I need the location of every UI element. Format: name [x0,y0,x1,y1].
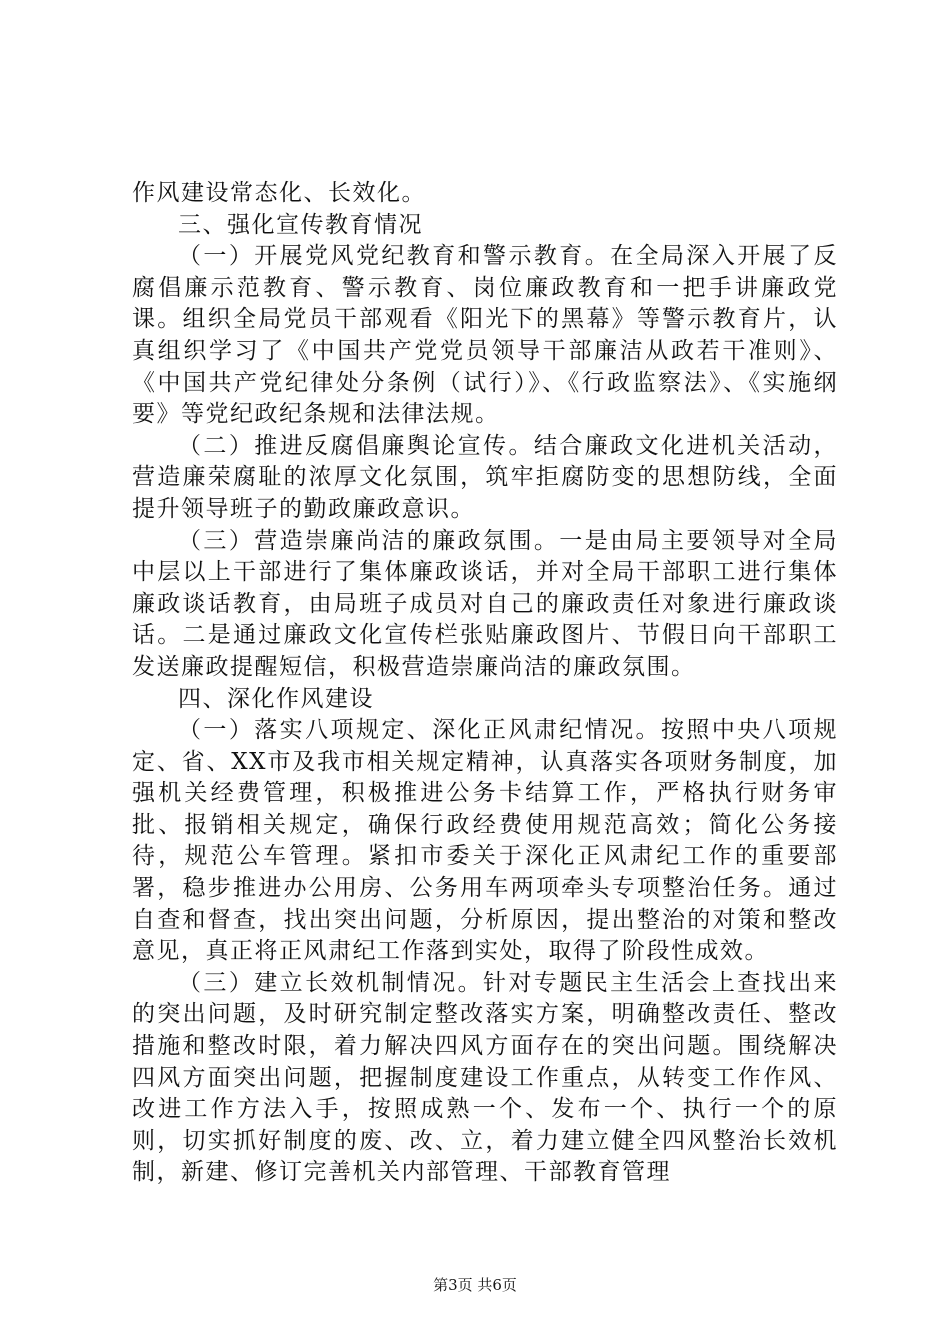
section-heading-four: 四、深化作风建设 [178,685,374,712]
page-number: 第3页 共6页 [433,1276,517,1294]
document-body [132,178,838,1189]
paragraph-education: （一）开展党风党纪教育和警示教育。在全局深入开展了反腐倡廉示范教育、警示教育、岗位廉政教育和一把手讲廉政党课。组织全局党员干部观看《阳光下的黑幕》等警示教育片，认真组织学习了《中国共产党党员领导干部廉洁从政若干准则》、《中国共产党纪律处分条例（试行）》、《行政监察法》、《实施纲要》等党纪政纪条规和法律法规。 [132,243,838,428]
section-heading-three: 三、强化宣传教育情况 [178,211,423,238]
paragraph-eight-rules: （一）落实八项规定、深化正风肃纪情况。按照中央八项规定、省、XX市及我市相关规定精神，认真落实各项财务制度，加强机关经费管理，积极推进公务卡结算工作，严格执行财务审批、报销相关规定，确保行政经费使用规范高效；简化公务接待，规范公车管理。紧扣市委关于深化正风肃纪工作的重要部署，稳步推进办公用房、公务用车两项牵头专项整治任务。通过自查和督查，找出突出问题，分析原因，提出整治的对策和整改意见，真正将正风肃纪工作落到实处，取得了阶段性成效。 [132,717,838,965]
paragraph-publicity: （二）推进反腐倡廉舆论宣传。结合廉政文化进机关活动，营造廉荣腐耻的浓厚文化氛围，筑牢拒腐防变的思想防线，全面提升领导班子的勤政廉政意识。 [132,432,838,522]
paragraph-atmosphere: （三）营造崇廉尚洁的廉政氛围。一是由局主要领导对全局中层以上干部进行了集体廉政谈话，并对全局干部职工进行集体廉政谈话教育，由局班子成员对自己的廉政责任对象进行廉政谈话。二是通过廉政文化宣传栏张贴廉政图片、节假日向干部职工发送廉政提醒短信，积极营造崇廉尚洁的廉政氛围。 [132,527,838,680]
continuation-text: 作风建设常态化、长效化。 [132,180,426,206]
paragraph-long-term-mechanism: （三）建立长效机制情况。针对专题民主生活会上查找出来的突出问题，及时研究制定整改落实方案，明确整改责任、整改措施和整改时限，着力解决四风方面存在的突出问题。围绕解决四风方面突出问题，把握制度建设工作重点，从转变工作作风、改进工作方法入手，按照成熟一个、发布一个、执行一个的原则，切实抓好制度的废、改、立，着力建立健全四风整治长效机制，新建、修订完善机关内部管理、干部教育管理 [132,969,838,1186]
